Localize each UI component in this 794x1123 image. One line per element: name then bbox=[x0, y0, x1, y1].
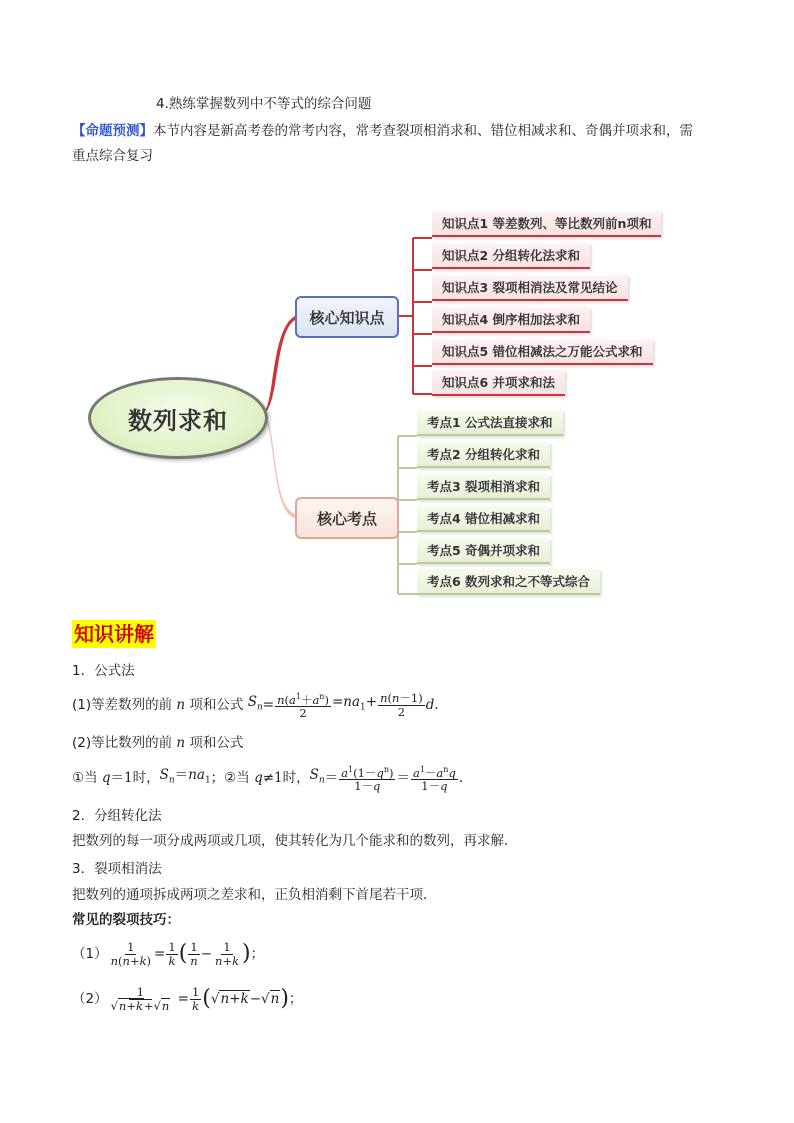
knowledge-point-4: 知识点4 倒序相加法求和 bbox=[432, 307, 590, 333]
hub-core-exam: 核心考点 bbox=[295, 497, 399, 539]
hub-core-knowledge: 核心知识点 bbox=[295, 296, 399, 338]
connector-root-exam bbox=[262, 413, 295, 518]
formula-text: 项和公式 bbox=[189, 735, 244, 751]
formula-text: 时， bbox=[282, 770, 310, 786]
arithmetic-sum-formula: (1)等差数列的前 n 项和公式 $S_n$ = $\frac{n(a^1+a^n)}{2}$ $=na_1+$ $\frac{n(n-1)}{2}$ d. bbox=[72, 690, 439, 721]
forecast-paragraph-line2: 重点综合复习 bbox=[72, 148, 153, 164]
section-heading: 知识讲解 bbox=[74, 622, 154, 646]
tip-label: （2） bbox=[72, 991, 108, 1007]
formula-text: ；②当 bbox=[210, 770, 250, 786]
knowledge-point-5: 知识点5 错位相减法之万能公式求和 bbox=[432, 339, 653, 365]
exam-point-4: 考点4 错位相减求和 bbox=[417, 506, 550, 532]
knowledge-point-6: 知识点6 并项求和法 bbox=[432, 370, 565, 396]
knowledge-point-3: 知识点3 裂项相消法及常见结论 bbox=[432, 275, 628, 301]
connector-root-knowledge bbox=[262, 316, 295, 415]
exam-point-6: 考点6 数列求和之不等式综合 bbox=[417, 569, 600, 595]
geometric-sum-intro: (2)等比数列的前 n 项和公式 bbox=[72, 735, 244, 751]
knowledge-point-2: 知识点2 分组转化法求和 bbox=[432, 243, 590, 269]
forecast-label: 【命题预测】 bbox=[72, 123, 153, 139]
geometric-sum-formula: ①当 q ＝1 时， $S_n$ $=na_1$ ；②当 q ≠1 时， $S_n$ ＝ $\frac{a^1(1-q^n)}{1-q}$ ＝ $\frac{a^1-a^nq}{1-q}$ . bbox=[72, 764, 464, 794]
learning-objective: 4.熟练掌握数列中不等式的综合问题 bbox=[156, 96, 372, 112]
formula-text: 项和公式 bbox=[189, 697, 244, 713]
subsection-telescoping-text: 把数列的通项拆成两项之差求和，正负相消剩下首尾若干项． bbox=[72, 887, 437, 903]
subsection-grouping-text: 把数列的每一项分成两项或几项，使其转化为几个能求和的数列，再求解． bbox=[72, 833, 518, 849]
knowledge-point-1: 知识点1 等差数列、等比数列前n项和 bbox=[432, 211, 661, 237]
knowledge-bracket bbox=[397, 238, 432, 394]
subsection-telescoping-title: 3．裂项相消法 bbox=[72, 861, 162, 877]
exam-point-1: 考点1 公式法直接求和 bbox=[417, 410, 563, 436]
subsection-grouping-title: 2．分组转化法 bbox=[72, 808, 162, 824]
formula-text: (1)等差数列的前 bbox=[72, 697, 173, 713]
tip-label: （1） bbox=[72, 946, 108, 962]
formula-text: 时， bbox=[132, 770, 160, 786]
tip-formula-2: （2） $\frac{1}{√n+k+√n}$ = $\frac{1}{k}$ ( √n+k−√n ) ； bbox=[72, 984, 303, 1013]
forecast-text: 本节内容是新高考卷的常考内容，常考查裂项相消求和、错位相减求和、奇偶并项求和，需 bbox=[153, 123, 693, 139]
root-label: 数列求和 bbox=[128, 406, 228, 435]
subsection-formula-title: 1．公式法 bbox=[72, 663, 135, 679]
exam-point-5: 考点5 奇偶并项求和 bbox=[417, 538, 550, 564]
tips-title: 常见的裂项技巧： bbox=[72, 912, 180, 928]
formula-text: (2)等比数列的前 bbox=[72, 735, 173, 751]
mindmap-root-node bbox=[88, 377, 268, 459]
exam-point-3: 考点3 裂项相消求和 bbox=[417, 474, 550, 500]
tip-formula-1: （1） $\frac{1}{n(n+k)}$ = $\frac{1}{k}$ ( $\frac{1}{n}$ − $\frac{1}{n+k}$ ) ； bbox=[72, 939, 265, 968]
formula-text: ①当 bbox=[72, 770, 98, 786]
exam-point-2: 考点2 分组转化求和 bbox=[417, 442, 550, 468]
